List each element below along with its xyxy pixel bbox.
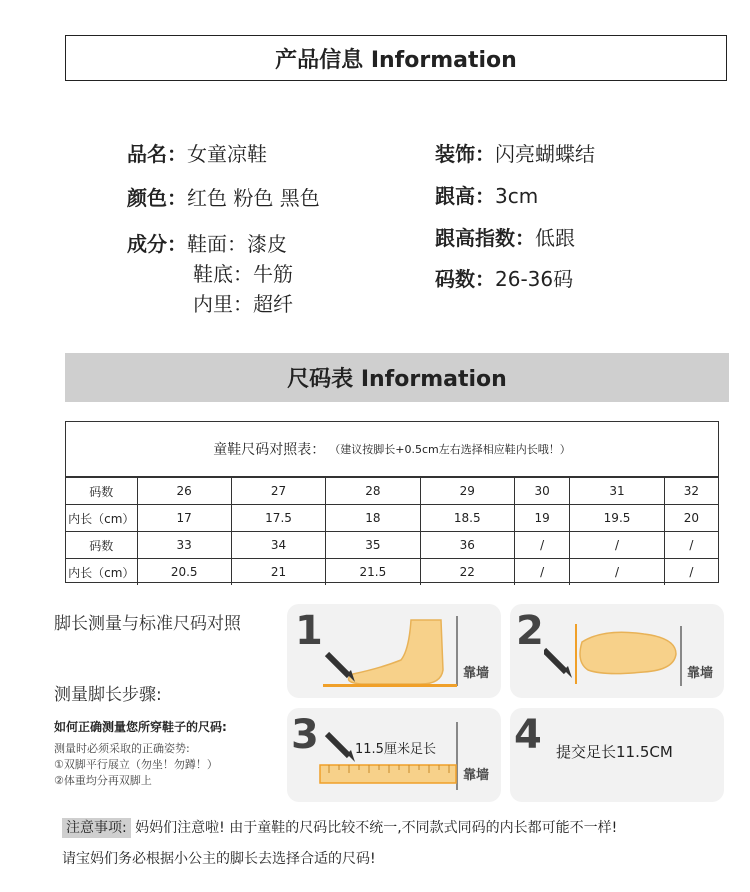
size-table-row	[66, 532, 718, 559]
step-2-card	[510, 604, 724, 698]
info-heel-key: 跟高：	[435, 184, 495, 208]
size-table-row	[66, 559, 718, 586]
step-4-note: 提交足长11.5CM	[556, 743, 673, 761]
size-table-cell: 32	[664, 478, 718, 505]
info-heel-row	[435, 182, 538, 210]
size-table-cell: 34	[231, 532, 325, 559]
size-table-cell: 27	[231, 478, 325, 505]
size-table-row-header: 内长（cm）	[66, 505, 137, 532]
product-info-header	[65, 35, 727, 81]
size-note-title: 童鞋尺码对照表：	[213, 442, 326, 458]
size-table-cell: 19	[514, 505, 569, 532]
size-table-row	[66, 478, 718, 505]
size-table-cell: 20	[664, 505, 718, 532]
ruler-icon	[319, 764, 459, 786]
info-decoration-value: 闪亮蝴蝶结	[495, 142, 595, 166]
foot-side-icon	[321, 610, 471, 690]
size-table-cell: 22	[420, 559, 514, 586]
info-material-upper: 鞋面：漆皮	[187, 232, 287, 256]
wall-line	[680, 626, 682, 686]
info-size-key: 码数：	[435, 267, 495, 291]
info-material-row	[127, 230, 287, 258]
size-table	[66, 477, 718, 585]
size-table-cell: 21.5	[326, 559, 420, 586]
size-table-cell: /	[570, 532, 664, 559]
measure-steps-label: 测量脚长步骤:	[54, 685, 162, 705]
info-material-lining: 内里：超纤	[193, 292, 293, 316]
notice-line-2: 请宝妈们务必根据小公主的脚长去选择合适的尺码!	[62, 851, 376, 867]
size-table-cell: 26	[137, 478, 231, 505]
size-note-tip: （建议按脚长+0.5cm左右选择相应鞋内长哦！）	[329, 443, 571, 456]
notice-text-1: 妈妈们注意啦! 由于童鞋的尺码比较不统一,不同款式同码的内长都可能不一样!	[135, 820, 618, 836]
info-size-row	[435, 265, 573, 293]
size-table-cell: 20.5	[137, 559, 231, 586]
notice-line-1	[62, 817, 617, 837]
howto-line-2: ①双脚平行展立（勿坐！勿蹲！）	[54, 758, 218, 771]
size-table-cell: 17.5	[231, 505, 325, 532]
size-table-row-header: 码数	[66, 478, 137, 505]
size-table-cell: 36	[420, 532, 514, 559]
size-table-cell: 18.5	[420, 505, 514, 532]
size-table-cell: 29	[420, 478, 514, 505]
size-table-cell: 33	[137, 532, 231, 559]
baseline-bar	[323, 684, 457, 687]
info-color-key: 颜色：	[127, 186, 187, 210]
size-table-cell: /	[514, 559, 569, 586]
howto-line-1: 测量时必须采取的正确姿势:	[54, 742, 190, 755]
info-material-key: 成分：	[127, 232, 187, 256]
howto-title: 如何正确测量您所穿鞋子的尺码:	[54, 720, 227, 734]
foot-top-icon	[544, 624, 684, 690]
step-3-wall-label: 靠墙	[463, 768, 490, 783]
size-table-cell: 21	[231, 559, 325, 586]
step-3-card	[287, 708, 501, 802]
size-table-cell: 19.5	[570, 505, 664, 532]
size-table-cell: /	[664, 559, 718, 586]
size-table-cell: 18	[326, 505, 420, 532]
size-table-row-header: 码数	[66, 532, 137, 559]
measure-title: 脚长测量与标准尺码对照	[54, 614, 241, 634]
step-4-card	[510, 708, 724, 802]
size-table-row-header: 内长（cm）	[66, 559, 137, 586]
info-name-value: 女童凉鞋	[187, 142, 267, 166]
size-chart-title: 尺码表 Information	[287, 367, 507, 392]
step-1-wall-label: 靠墙	[463, 666, 490, 681]
size-table-cell: 30	[514, 478, 569, 505]
info-decoration-key: 装饰：	[435, 142, 495, 166]
info-heel-value: 3cm	[495, 184, 539, 208]
size-table-cell: /	[664, 532, 718, 559]
size-table-row	[66, 505, 718, 532]
size-table-cell: /	[514, 532, 569, 559]
size-table-cell: /	[570, 559, 664, 586]
step-1-number: 1	[295, 608, 323, 654]
product-info-title: 产品信息 Information	[275, 47, 517, 73]
size-table-cell: 31	[570, 478, 664, 505]
size-table-cell: 35	[326, 532, 420, 559]
step-4-number: 4	[514, 712, 542, 758]
info-heel-index-value: 低跟	[535, 226, 575, 250]
size-table-cell: 17	[137, 505, 231, 532]
wall-line	[456, 616, 458, 686]
info-heel-index-row	[435, 224, 575, 252]
info-color-value: 红色 粉色 黑色	[187, 186, 320, 210]
size-table-cell: 28	[326, 478, 420, 505]
info-material-sole: 鞋底：牛筋	[193, 262, 293, 286]
info-name-key: 品名：	[127, 142, 187, 166]
step-2-wall-label: 靠墙	[687, 666, 714, 681]
size-table-box	[65, 421, 719, 583]
notice-tag: 注意事项:	[62, 818, 131, 838]
size-table-note	[66, 422, 718, 477]
howto-line-3: ②体重均分再双脚上	[54, 774, 152, 787]
step-1-card	[287, 604, 501, 698]
info-color-row	[127, 184, 320, 212]
info-size-value: 26-36码	[495, 267, 574, 291]
size-chart-header	[65, 353, 729, 402]
step-2-number: 2	[516, 608, 544, 654]
info-heel-index-key: 跟高指数：	[435, 226, 535, 250]
step-3-note: 11.5厘米足长	[355, 742, 436, 757]
step-3-number: 3	[291, 712, 319, 758]
info-decoration-row	[435, 140, 595, 168]
info-name-row	[127, 140, 267, 168]
